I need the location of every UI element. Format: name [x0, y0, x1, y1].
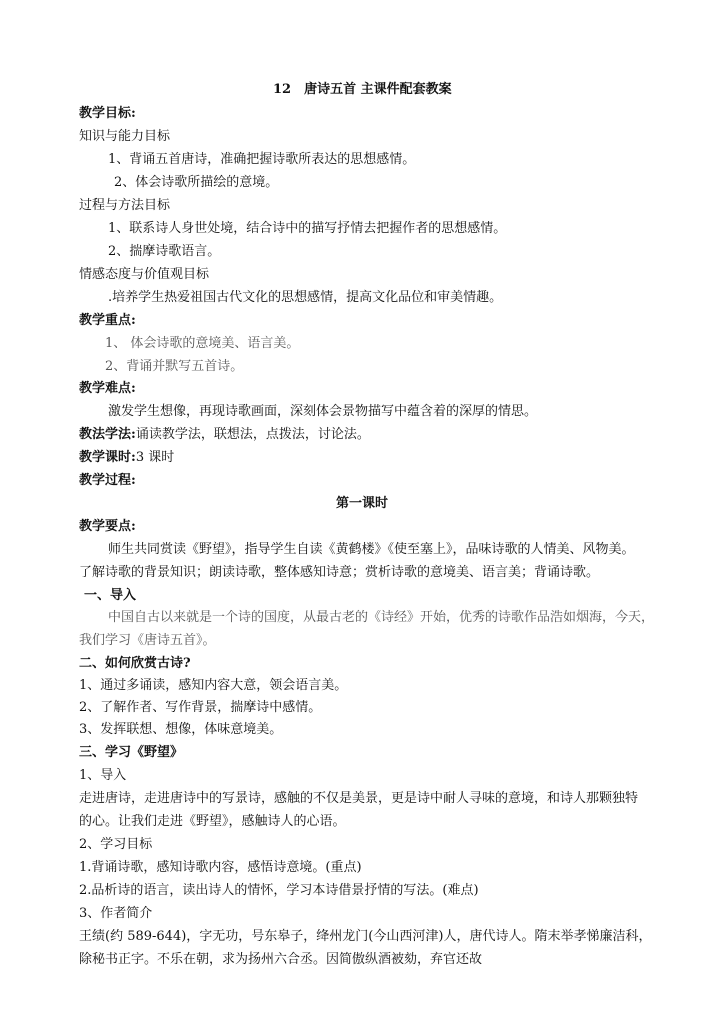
essentials-line-1: 师生共同赏读《野望》，指导学生自读《黄鹤楼》《使至塞上》，品味诗歌的人情美、风物美。 — [108, 542, 635, 557]
essentials-heading: 教学要点: — [79, 519, 136, 534]
study-heading: 三、学习《野望》 — [79, 745, 184, 760]
methods-value: 诵读教学法，联想法，点拨法，讨论法。 — [135, 427, 370, 442]
methods-label: 教法学法: — [79, 427, 136, 442]
appreciate-item-3: 3、发挥联想、想像，体味意境美。 — [79, 722, 283, 737]
objectives-heading: 教学目标: — [79, 106, 136, 121]
study-intro-line-1: 走进唐诗，走进唐诗中的写景诗，感触的不仅是美景，更是诗中耐人寻味的意境，和诗人那颗独特 — [79, 791, 639, 806]
hours-label: 教学课时: — [79, 450, 136, 465]
keypoints-heading: 教学重点: — [79, 313, 136, 328]
process-main-heading: 教学过程: — [79, 473, 136, 488]
author-line-1: 王绩(约 589-644)，字无功，号东皋子，绛州龙门(今山西河津)人，唐代诗人。隋末举孝悌廉洁科， — [79, 929, 652, 944]
essentials-line-2: 了解诗歌的背景知识；朗读诗歌，整体感知诗意；赏析诗歌的意境美、语言美；背诵诗歌。 — [79, 565, 600, 580]
keypoint-item-1: 1、 体会诗歌的意境美、语言美。 — [105, 336, 300, 351]
study-intro-label: 1、导入 — [79, 768, 127, 783]
hours-line — [79, 450, 174, 466]
study-goal-1: 1.背诵诗歌，感知诗歌内容，感悟诗意境。(重点) — [79, 860, 362, 875]
study-goal-2: 2.品析诗的语言，读出诗人的情怀，学习本诗借景抒情的写法。(难点) — [79, 883, 479, 898]
appreciate-item-1: 1、通过多诵读，感知内容大意，领会语言美。 — [79, 678, 348, 693]
author-label: 3、作者简介 — [79, 906, 153, 921]
keypoint-item-2: 2、背诵并默写五首诗。 — [105, 359, 244, 374]
process-item-2: 2、揣摩诗歌语言。 — [108, 244, 221, 259]
difficulty-item-1: 激发学生想像，再现诗歌画面，深刻体会景物描写中蕴含着的深厚的情思。 — [108, 404, 538, 419]
emotion-heading: 情感态度与价值观目标 — [79, 267, 210, 282]
process-heading: 过程与方法目标 — [79, 198, 171, 213]
intro-heading: 一、导入 — [84, 588, 137, 603]
document-title: 12 唐诗五首 主课件配套教案 — [273, 82, 452, 97]
intro-line-1: 中国自古以来就是一个诗的国度，从最古老的《诗经》开始，优秀的诗歌作品浩如烟海，今天， — [108, 610, 655, 625]
author-line-2: 除秘书正字。不乐在朝，求为扬州六合丞。因简傲纵酒被劾，弃官还故 — [79, 952, 483, 967]
emotion-item-1: .培养学生热爱祖国古代文化的思想感情，提高文化品位和审美情趣。 — [108, 290, 503, 305]
appreciate-item-2: 2、了解作者、写作背景，揣摩诗中感情。 — [79, 700, 322, 715]
appreciate-heading: 二、如何欣赏古诗? — [79, 656, 191, 671]
difficulty-heading: 教学难点: — [79, 381, 136, 396]
study-goals-label: 2、学习目标 — [79, 837, 153, 852]
methods-line — [79, 427, 370, 443]
knowledge-item-2: 2、体会诗歌所描绘的意境。 — [114, 175, 279, 190]
knowledge-item-1: 1、背诵五首唐诗，准确把握诗歌所表达的思想感情。 — [108, 152, 416, 167]
hours-value: 3 课时 — [135, 450, 175, 465]
process-item-1: 1、联系诗人身世处境，结合诗中的描写抒情去把握作者的思想感情。 — [108, 221, 507, 236]
lesson-title: 第一课时 — [336, 496, 389, 511]
intro-line-2: 我们学习《唐诗五首》。 — [79, 633, 216, 648]
study-intro-line-2: 的心。让我们走进《野望》，感触诗人的心语。 — [79, 814, 346, 829]
knowledge-heading: 知识与能力目标 — [79, 129, 171, 144]
